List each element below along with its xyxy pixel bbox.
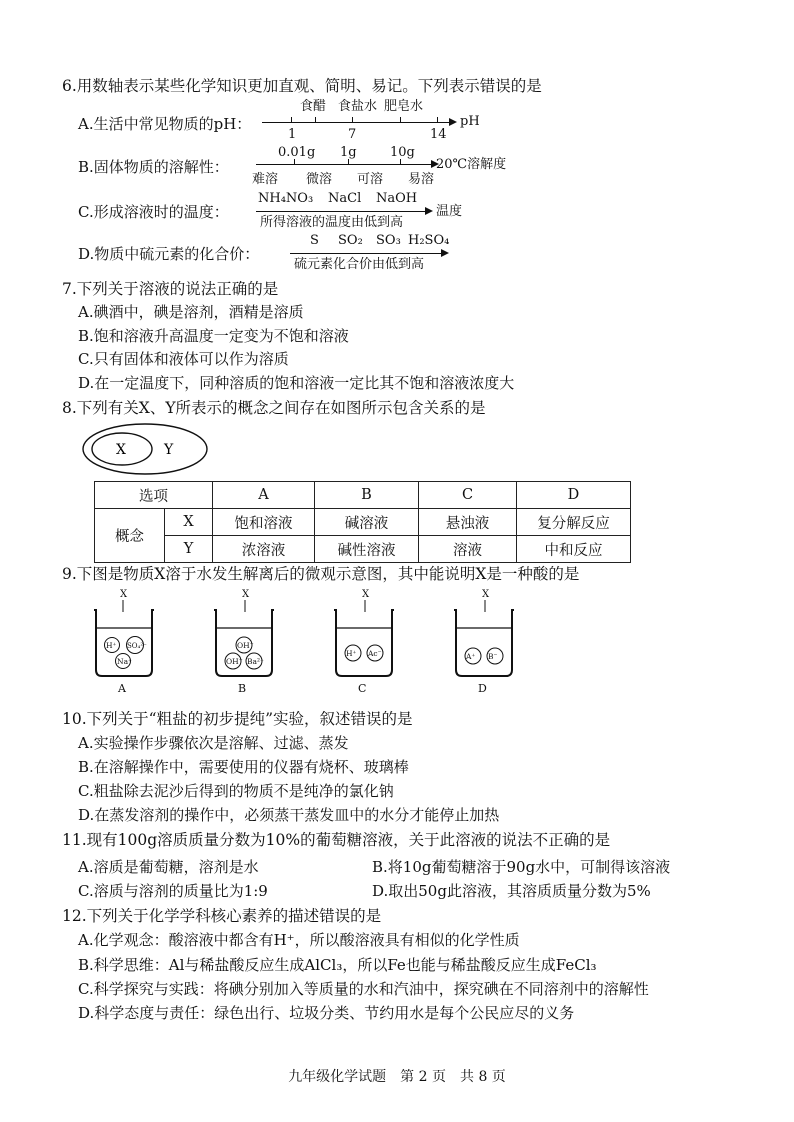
table-row (95, 536, 631, 563)
q11-option-c: C.溶质与溶剂的质量比为1:9 (78, 882, 268, 900)
q6-option-b: B.固体物质的溶解性： (78, 158, 229, 176)
q6a-label-vinegar: 食醋 (300, 99, 327, 114)
q6a-tick-7: 7 (348, 127, 357, 142)
q6a-tick (315, 117, 316, 123)
q6-option-c: C.形成溶液时的温度： (78, 203, 229, 221)
table-cell: 碱溶液 (315, 509, 419, 536)
venn-label-y: Y (164, 442, 174, 458)
q12-option-d: D.科学态度与责任：绿色出行、垃圾分类、节约用水是每个公民应尽的义务 (78, 1004, 575, 1022)
svg-text:X: X (482, 589, 490, 600)
q7-option-a: A.碘酒中，碘是溶剂，酒精是溶质 (78, 303, 304, 321)
svg-text:X: X (242, 589, 250, 600)
venn-outer-ellipse (83, 424, 207, 474)
q6a-tick (352, 117, 353, 123)
svg-text:A: A (118, 682, 126, 695)
q6b-label-001g: 0.01g (278, 145, 316, 160)
table-header-cell: D (517, 482, 631, 509)
q11-option-a: A.溶质是葡萄糖，溶剂是水 (78, 858, 259, 876)
venn-label-x: X (116, 442, 126, 458)
svg-text:OH⁻: OH⁻ (237, 641, 254, 650)
q6b-axis (256, 164, 432, 165)
page-footer: 九年级化学试题 第 2 页 共 8 页 (288, 1069, 506, 1085)
q6a-label-saltwater: 食盐水 (338, 99, 378, 114)
q12-stem: 12.下列关于化学学科核心素养的描述错误的是 (62, 907, 382, 925)
q6-option-d: D.物质中硫元素的化合价： (78, 245, 260, 263)
q6c-arrowhead (425, 207, 433, 215)
q6c-label-naoh: NaOH (376, 191, 418, 206)
q7-option-d: D.在一定温度下，同种溶质的饱和溶液一定比其不饱和溶液浓度大 (78, 374, 515, 392)
q10-option-c: C.粗盐除去泥沙后得到的物质不是纯净的氯化钠 (78, 782, 394, 800)
svg-text:Na⁺: Na⁺ (117, 657, 132, 666)
q6-stem: 6.用数轴表示某些化学知识更加直观、简明、易记。下列表示错误的是 (62, 77, 542, 95)
table-header-cell: A (213, 482, 315, 509)
q6a-tick-14: 14 (430, 127, 447, 142)
table-cell: Y (165, 536, 213, 563)
beaker-b (214, 589, 274, 695)
q12-option-b: B.科学思维：Al与稀盐酸反应生成AlCl₃，所以Fe也能与稀盐酸反应生成FeCl₃ (78, 956, 597, 974)
q6c-axis-caption: 所得溶液的温度由低到高 (260, 215, 404, 230)
q6d-arrowhead (441, 249, 449, 257)
q6b-range-very: 易溶 (408, 172, 435, 187)
q6d-axis-caption: 硫元素化合价由低到高 (294, 257, 425, 272)
table-row-group-label: 概念 (95, 509, 165, 563)
svg-text:B: B (238, 682, 247, 695)
q6d-label-s: S (310, 233, 319, 248)
q6a-tick-1: 1 (288, 127, 297, 142)
q6c-axis (256, 211, 426, 212)
svg-text:H⁺: H⁺ (106, 641, 117, 650)
q6a-tick (400, 117, 401, 123)
q10-option-b: B.在溶解操作中，需要使用的仪器有烧杯、玻璃棒 (78, 758, 409, 776)
q11-option-d: D.取出50g此溶液，其溶质质量分数为5% (372, 882, 651, 900)
table-cell: 浓溶液 (213, 536, 315, 563)
table-cell: 碱性溶液 (315, 536, 419, 563)
q7-stem: 7.下列关于溶液的说法正确的是 (62, 280, 279, 298)
table-header-cell: B (315, 482, 419, 509)
svg-text:D: D (478, 682, 487, 695)
q12-option-a: A.化学观念：酸溶液中都含有H⁺，所以酸溶液具有相似的化学性质 (78, 931, 520, 949)
q6d-label-h2so4: H₂SO₄ (408, 233, 450, 248)
table-cell: 中和反应 (517, 536, 631, 563)
table-header-row (95, 482, 631, 509)
q6d-axis (290, 253, 442, 254)
q6b-label-1g: 1g (340, 145, 357, 160)
q8-stem: 8.下列有关X、Y所表示的概念之间存在如图所示包含关系的是 (62, 399, 486, 417)
svg-text:C: C (358, 682, 367, 695)
svg-text:X: X (120, 589, 128, 600)
svg-text:A⁺: A⁺ (466, 652, 476, 661)
q9-beaker-diagrams (80, 586, 560, 696)
beaker-a (94, 589, 154, 695)
beaker-d (454, 589, 514, 695)
q11-stem: 11.现有100g溶质质量分数为10%的葡萄糖溶液，关于此溶液的说法不正确的是 (62, 831, 611, 849)
svg-text:SO₄²⁻: SO₄²⁻ (127, 642, 147, 650)
svg-text:B⁻: B⁻ (488, 652, 498, 661)
q6b-axis-end: 20℃溶解度 (436, 157, 507, 172)
svg-text:X: X (362, 589, 370, 600)
table-cell: 复分解反应 (517, 509, 631, 536)
q6d-label-so2: SO₂ (338, 233, 363, 248)
q6b-tick (294, 159, 295, 165)
q6b-range-slightly: 微溶 (306, 172, 333, 187)
table-cell: 溶液 (419, 536, 517, 563)
q6a-axis-end: pH (460, 114, 480, 129)
beaker-c (334, 589, 394, 695)
table-cell: 悬浊液 (419, 509, 517, 536)
table-cell: X (165, 509, 213, 536)
q12-option-c: C.科学探究与实践：将碘分别加入等质量的水和汽油中，探究碘在不同溶剂中的溶解性 (78, 980, 649, 998)
q6c-label-nh4no3: NH₄NO₃ (258, 191, 314, 206)
q6b-range-soluble: 可溶 (357, 172, 384, 187)
table-cell: 饱和溶液 (213, 509, 315, 536)
q6b-tick (348, 159, 349, 165)
q10-option-a: A.实验操作步骤依次是溶解、过滤、蒸发 (78, 734, 349, 752)
q6a-tick (291, 117, 292, 123)
q11-option-b: B.将10g葡萄糖溶于90g水中，可制得该溶液 (372, 858, 671, 876)
q6b-tick (400, 159, 401, 165)
q10-option-d: D.在蒸发溶剂的操作中，必须蒸干蒸发皿中的水分才能停止加热 (78, 806, 500, 824)
q7-option-c: C.只有固体和液体可以作为溶质 (78, 350, 289, 368)
table-header-cell: C (419, 482, 517, 509)
svg-text:OH⁻: OH⁻ (226, 657, 243, 666)
q6c-axis-end: 温度 (436, 204, 463, 219)
svg-text:H⁺: H⁺ (346, 649, 357, 658)
q8-concept-table (94, 481, 631, 563)
q6d-label-so3: SO₃ (376, 233, 401, 248)
q8-venn-diagram (80, 421, 210, 477)
q6b-label-10g: 10g (390, 145, 415, 160)
q6-option-a: A.生活中常见物质的pH： (78, 115, 252, 133)
q6b-range-insoluble: 难溶 (252, 172, 279, 187)
q9-stem: 9.下图是物质X溶于水发生解离后的微观示意图，其中能说明X是一种酸的是 (62, 565, 580, 583)
table-row (95, 509, 631, 536)
q10-stem: 10.下列关于“粗盐的初步提纯”实验，叙述错误的是 (62, 710, 413, 728)
q6a-label-soapwater: 肥皂水 (384, 99, 424, 114)
table-header-cell: 选项 (95, 482, 213, 509)
svg-text:Ac⁻: Ac⁻ (368, 649, 382, 658)
q6c-label-nacl: NaCl (328, 191, 362, 206)
q6a-arrowhead (449, 118, 457, 126)
q6a-tick (437, 117, 438, 123)
svg-text:Ba²⁺: Ba²⁺ (247, 657, 264, 666)
q7-option-b: B.饱和溶液升高温度一定变为不饱和溶液 (78, 327, 349, 345)
